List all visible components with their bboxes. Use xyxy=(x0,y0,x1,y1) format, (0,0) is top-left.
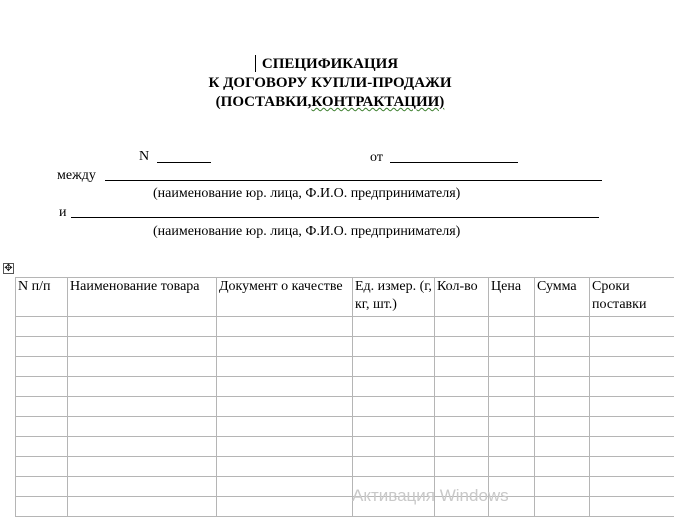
table-cell[interactable] xyxy=(435,337,489,357)
table-cell[interactable] xyxy=(535,377,590,397)
party-2-blank-line[interactable] xyxy=(71,217,599,218)
table-cell[interactable] xyxy=(353,457,435,477)
table-cell[interactable] xyxy=(489,417,535,437)
table-cell[interactable] xyxy=(435,437,489,457)
table-cell[interactable] xyxy=(16,337,68,357)
number-label: N xyxy=(139,149,149,165)
table-cell[interactable] xyxy=(535,397,590,417)
table-cell[interactable] xyxy=(590,397,674,417)
and-label: и xyxy=(59,205,67,221)
table-cell[interactable] xyxy=(217,437,353,457)
table-cell[interactable] xyxy=(353,377,435,397)
table-cell[interactable] xyxy=(16,477,68,497)
table-cell[interactable] xyxy=(435,377,489,397)
table-cell[interactable] xyxy=(590,497,674,517)
table-cell[interactable] xyxy=(16,357,68,377)
table-cell[interactable] xyxy=(217,377,353,397)
table-cell[interactable] xyxy=(489,377,535,397)
table-cell[interactable] xyxy=(68,397,217,417)
table-cell[interactable] xyxy=(16,457,68,477)
table-cell[interactable] xyxy=(590,477,674,497)
table-row xyxy=(16,417,674,437)
table-row xyxy=(16,477,674,497)
table-cell[interactable] xyxy=(68,377,217,397)
header-quantity[interactable]: Кол-во xyxy=(435,278,489,317)
table-cell[interactable] xyxy=(535,497,590,517)
table-cell[interactable] xyxy=(489,357,535,377)
document-title-line-2: К ДОГОВОРУ КУПЛИ-ПРОДАЖИ xyxy=(0,74,660,93)
header-delivery-terms[interactable]: Сроки поставки xyxy=(590,278,674,317)
table-cell[interactable] xyxy=(353,397,435,417)
table-row xyxy=(16,457,674,477)
table-cell[interactable] xyxy=(590,457,674,477)
table-cell[interactable] xyxy=(435,457,489,477)
table-cell[interactable] xyxy=(590,437,674,457)
windows-activation-watermark: Активация Windows xyxy=(352,486,509,506)
table-cell[interactable] xyxy=(535,477,590,497)
table-cell[interactable] xyxy=(353,357,435,377)
header-quality-document[interactable]: Документ о качестве xyxy=(217,278,353,317)
table-cell[interactable] xyxy=(590,357,674,377)
table-cell[interactable] xyxy=(217,317,353,337)
table-cell[interactable] xyxy=(68,337,217,357)
table-cell[interactable] xyxy=(535,337,590,357)
table-cell[interactable] xyxy=(16,397,68,417)
table-cell[interactable] xyxy=(68,477,217,497)
table-row xyxy=(16,357,674,377)
table-cell[interactable] xyxy=(435,357,489,377)
table-cell[interactable] xyxy=(68,317,217,337)
party-1-caption-text: (наименование юр. лица, Ф.И.О. предпринимателя) xyxy=(153,186,460,201)
table-cell[interactable] xyxy=(489,317,535,337)
title-line-3-part-2: КОНТРАКТАЦИИ) xyxy=(311,94,444,110)
table-cell[interactable] xyxy=(590,337,674,357)
header-unit[interactable]: Ед. измер. (г, кг, шт.) xyxy=(353,278,435,317)
table-cell[interactable] xyxy=(16,417,68,437)
date-label: от xyxy=(370,150,383,166)
table-cell[interactable] xyxy=(353,437,435,457)
table-cell[interactable] xyxy=(535,417,590,437)
number-blank-line[interactable] xyxy=(157,162,211,163)
title-line-3-part-1: (ПОСТАВКИ, xyxy=(216,94,312,110)
table-cell[interactable] xyxy=(217,477,353,497)
table-cell[interactable] xyxy=(535,357,590,377)
document-title-line-1: СПЕЦИФИКАЦИЯ xyxy=(0,55,660,74)
table-cell[interactable] xyxy=(489,457,535,477)
table-cell[interactable] xyxy=(489,337,535,357)
table-cell[interactable] xyxy=(590,377,674,397)
party-1-blank-line[interactable] xyxy=(105,180,602,181)
specification-table xyxy=(15,277,674,517)
table-row xyxy=(16,317,674,337)
party-2-caption: (наименование юр. лица, Ф.И.О. предпринимателя) xyxy=(153,224,460,240)
table-cell[interactable] xyxy=(353,317,435,337)
table-cell[interactable] xyxy=(68,357,217,377)
header-product-name[interactable]: Наименование товара xyxy=(68,278,217,317)
table-row xyxy=(16,337,674,357)
table-cell[interactable] xyxy=(16,317,68,337)
table-cell[interactable] xyxy=(590,317,674,337)
table-cell[interactable] xyxy=(68,417,217,437)
move-cross-icon[interactable]: ✥ xyxy=(3,263,14,274)
table-cell[interactable] xyxy=(535,317,590,337)
table-cell[interactable] xyxy=(217,357,353,377)
table-cell[interactable] xyxy=(489,437,535,457)
table-cell[interactable] xyxy=(435,317,489,337)
table-cell[interactable] xyxy=(535,437,590,457)
table-row xyxy=(16,397,674,417)
table-header-row xyxy=(16,278,674,317)
header-number[interactable]: N п/п xyxy=(16,278,68,317)
table-cell[interactable] xyxy=(353,417,435,437)
document-title-line-3 xyxy=(0,93,660,112)
table-body xyxy=(16,317,674,517)
table-cell[interactable] xyxy=(435,397,489,417)
table-cell[interactable] xyxy=(217,397,353,417)
table-cell[interactable] xyxy=(16,437,68,457)
table-row xyxy=(16,497,674,517)
table-cell[interactable] xyxy=(435,417,489,437)
table-cell[interactable] xyxy=(489,397,535,417)
table-row xyxy=(16,377,674,397)
table-cell[interactable] xyxy=(535,457,590,477)
header-price[interactable]: Цена xyxy=(489,278,535,317)
header-sum[interactable]: Сумма xyxy=(535,278,590,317)
party-1-caption xyxy=(153,186,460,202)
table-cell[interactable] xyxy=(16,497,68,517)
table-cell[interactable] xyxy=(68,497,217,517)
table-cell[interactable] xyxy=(217,417,353,437)
table-cell[interactable] xyxy=(353,337,435,357)
table-cell[interactable] xyxy=(16,377,68,397)
date-blank-line[interactable] xyxy=(390,162,518,163)
table-row xyxy=(16,437,674,457)
between-label: между xyxy=(57,168,96,184)
table-cell[interactable] xyxy=(590,417,674,437)
table-cell[interactable] xyxy=(217,337,353,357)
table-cell[interactable] xyxy=(68,437,217,457)
table-cell[interactable] xyxy=(217,457,353,477)
table-cell[interactable] xyxy=(68,457,217,477)
table-cell[interactable] xyxy=(217,497,353,517)
